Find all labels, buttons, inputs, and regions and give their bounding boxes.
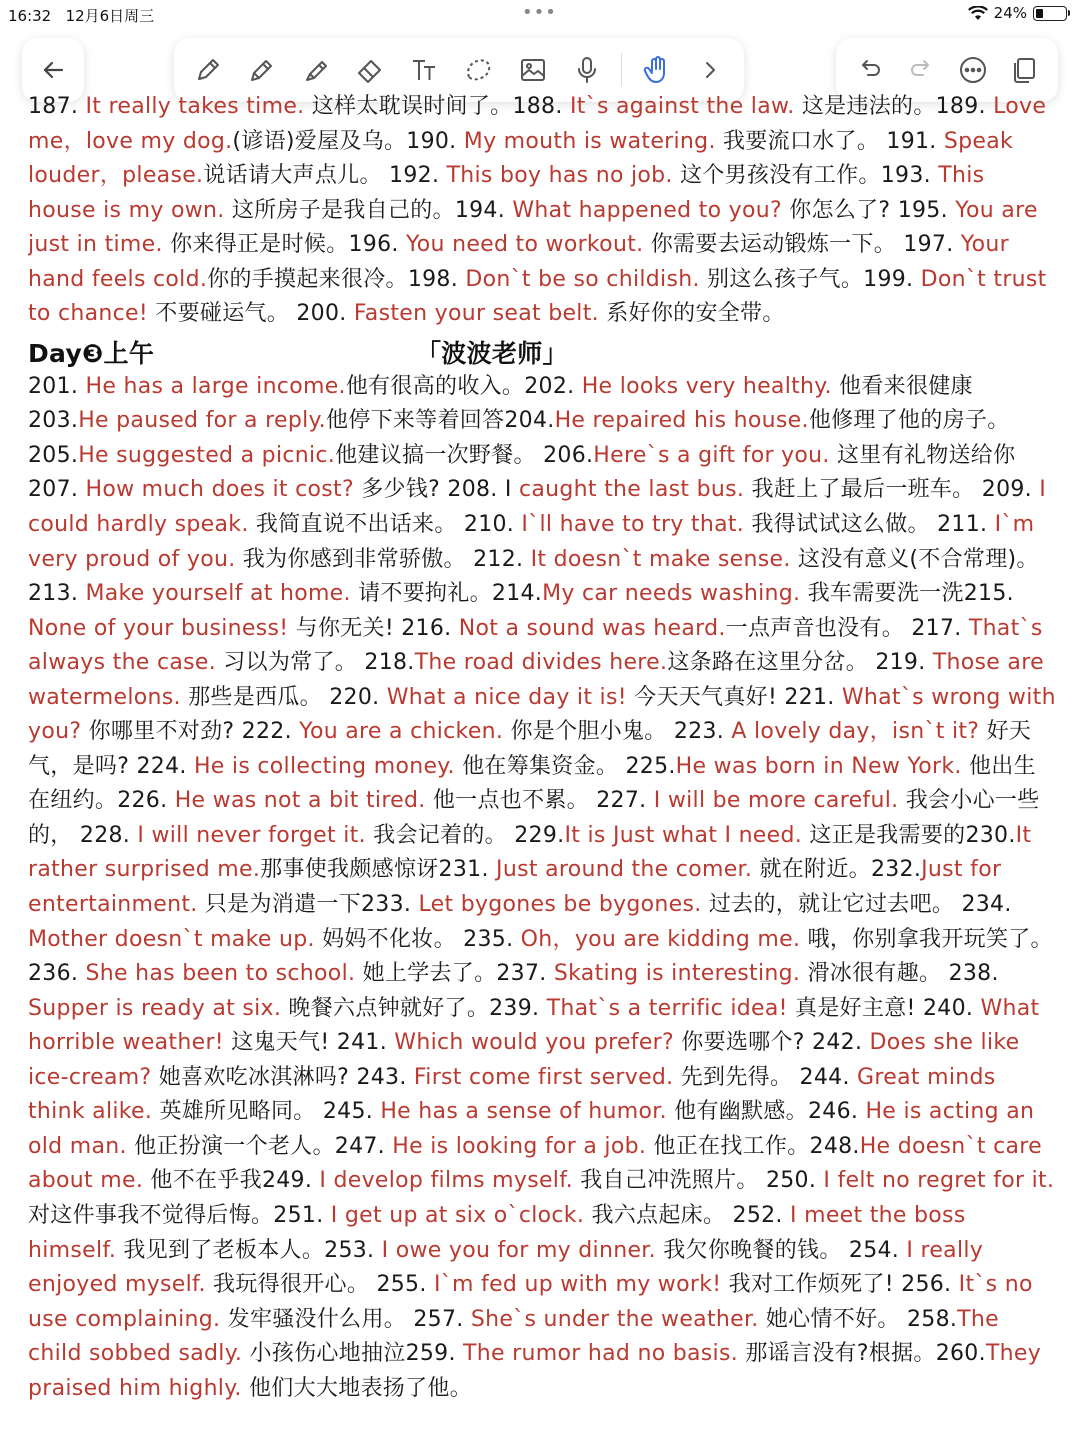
english-phrase: Here`s a gift for you. (593, 442, 830, 468)
chinese-text: 小孩伤心地抽泣259. (242, 1341, 464, 1367)
chinese-text: 你要选哪个? 242. (673, 1030, 870, 1056)
chinese-text: 205. (28, 442, 79, 468)
english-phrase: He is acting an old man. (28, 1099, 1035, 1159)
text-tool-icon[interactable] (404, 50, 444, 90)
chinese-text: 人。247. (290, 1133, 393, 1159)
english-phrase: Mother doesn`t make up. (28, 926, 315, 952)
english-phrase: I`m very proud of you. (28, 512, 1035, 572)
note-content[interactable] (28, 90, 1058, 1435)
phrases-paragraph-187-200 (28, 90, 1058, 332)
english-phrase: caught the last bus. (518, 477, 745, 503)
chinese-text: 好天气，是吗? 224. (28, 719, 1032, 779)
redo-icon[interactable] (901, 50, 941, 90)
english-phrase: She has been to school. (85, 961, 356, 987)
chinese-text: 这鬼天气! 241. (223, 1030, 395, 1056)
chinese-text: (谚语)爱屋及乌。190. (232, 128, 464, 154)
english-phrase: This boy has no job. (446, 163, 673, 189)
english-phrase: It really takes time. (85, 94, 305, 119)
english-phrase: Love me，love my dog. (28, 94, 1047, 154)
english-phrase: will be more careful. (667, 788, 899, 814)
back-arrow-icon (33, 50, 73, 90)
english-phrase: He (675, 753, 714, 779)
pen-icon[interactable] (188, 50, 228, 90)
chinese-text: 201. (28, 373, 86, 399)
chinese-text: 187. (28, 94, 86, 119)
english-phrase: He has a sense of humor. (380, 1099, 667, 1125)
chinese-text: 你怎么了? 195. (781, 197, 956, 223)
chinese-text: 她心情不好。 258. (758, 1306, 958, 1332)
english-phrase: I could hardly speak. (28, 477, 1047, 538)
wifi-icon (968, 6, 988, 21)
chinese-text: 他有幽默感。246. (666, 1099, 866, 1125)
english-phrase: He doesn`t care about me. (28, 1133, 1042, 1194)
chinese-text: 他在筹集资金。 225. (454, 753, 676, 779)
english-phrase: She`s under the weather. (470, 1306, 759, 1332)
chinese-text: 发牢骚没什么用。 257. (227, 1306, 471, 1332)
chinese-text: 我车需 (800, 581, 875, 607)
chinese-text: 他们大大地表扬了他。 (241, 1375, 472, 1401)
english-phrase: I get up at six o`clock. (330, 1202, 585, 1228)
chinese-text: 我要流口水了。 191. (715, 128, 944, 154)
chinese-text: 不要碰运气。 200. (148, 301, 354, 327)
chinese-text: 我对工作烦死了! 256. (721, 1272, 959, 1298)
english-phrase: He looks very healthy. (581, 373, 832, 399)
battery-cap (1068, 10, 1070, 16)
english-phrase: It`s no use complaining. (28, 1272, 1033, 1332)
chinese-text: 209. (981, 477, 1040, 503)
english-phrase: They praised (28, 1341, 1042, 1401)
chinese-text: 说话请大声点儿。 192. (203, 163, 447, 189)
english-phrase: He is collecting money. (193, 753, 455, 779)
english-phrase: was born in New York. (713, 753, 962, 779)
chinese-text: 我六点起床。 252. (584, 1202, 791, 1228)
chinese-text: 他正扮演一个老 (126, 1133, 291, 1159)
chinese-text: 我简直说不出话来。 210. (248, 512, 522, 538)
english-phrase: I meet the boss himself. (28, 1202, 966, 1263)
phrases-paragraph-201-260 (28, 370, 1058, 1406)
chinese-text: 多少钱? 208. I (353, 477, 519, 503)
chinese-text: 我得试试这么做。 (744, 512, 938, 538)
undo-icon[interactable] (850, 50, 890, 90)
chinese-text: 我为你感到非常骄傲。 212. (235, 546, 531, 572)
english-phrase: What`s wrong with you? (28, 684, 1056, 745)
chinese-text: 滑冰很有趣。 238. (800, 961, 999, 987)
chinese-text: 我会小心一些的， 228. (28, 788, 1040, 848)
chinese-text: 学去了。237. (407, 961, 554, 987)
english-phrase: Don`t be so childish. (465, 266, 700, 292)
english-phrase: Skating is interesting. (553, 961, 801, 987)
english-phrase: bygones be bygones. (460, 892, 702, 918)
english-phrase: How much does it cost? (85, 477, 354, 503)
english-phrase: I owe you for my dinner. (381, 1237, 656, 1263)
english-phrase: First come first served. (413, 1064, 674, 1090)
english-phrase: He suggested a picnic. (78, 442, 336, 468)
chinese-text: 我会记着的。 229. (365, 822, 565, 848)
multitasking-dots-icon[interactable]: ••• (522, 2, 557, 23)
more-icon[interactable] (953, 50, 993, 90)
chinese-text: 得后悔。251. (184, 1202, 331, 1228)
chinese-text: 他出生在纽约。226. (28, 753, 1036, 814)
microphone-icon[interactable] (567, 50, 607, 90)
status-bar (0, 0, 1080, 28)
chinese-text: 他正在找工作。248. (646, 1133, 860, 1159)
battery-percent: 24% (993, 4, 1027, 22)
english-phrase: What horrible weather! (28, 995, 1040, 1056)
lasso-icon[interactable] (458, 50, 498, 90)
chinese-text: 英雄所见略同。 (152, 1099, 323, 1125)
chinese-text: 哦，你别拿我开玩笑了。 236. (28, 926, 1053, 987)
english-phrase: He is looking for a job. (392, 1133, 647, 1159)
chinese-text: 他建议搞一次野餐。 206. (335, 442, 594, 468)
english-phrase: Which would you prefer? (394, 1030, 674, 1056)
chinese-text: 只是为消遣一下233. (197, 892, 419, 918)
chinese-text: 真是好主意! 240. (787, 995, 981, 1021)
chinese-text: 系好你的安全带。 (598, 301, 785, 327)
chinese-text: 老板本人。253. (212, 1237, 382, 1263)
english-phrase: It`s against the law. (569, 94, 795, 119)
english-phrase: Fasten your seat belt. (353, 301, 599, 327)
chinese-text: 那谣言没有?根据。260. (738, 1341, 986, 1367)
chinese-text: 她喜欢吃冰淇淋吗? (151, 1064, 357, 1090)
english-phrase: This house is my own. (28, 163, 985, 223)
english-phrase: My mouth is watering. (463, 128, 716, 154)
status-time: 16:32 12月6日周三 (8, 7, 155, 25)
english-phrase: Don`t trust to chance! (28, 266, 1047, 327)
chinese-text: 今天天气真好! (626, 684, 785, 710)
chinese-text: 211. (937, 512, 995, 538)
english-phrase: It rather surprised me. (28, 822, 1032, 883)
chinese-text: 过去的，就让它过去吧。 234. (701, 892, 1012, 918)
chinese-text: 207. (28, 477, 86, 503)
chinese-text: 你来得正是时候。196. (162, 232, 406, 258)
chinese-text: 别这么孩子气。199. (699, 266, 921, 292)
english-phrase: him highly. (118, 1375, 242, 1401)
chinese-text: 243. (356, 1064, 414, 1090)
english-phrase: I really enjoyed myself. (28, 1237, 984, 1298)
highlighter-icon[interactable] (296, 50, 336, 90)
english-phrase: Those are watermelons. (28, 650, 1044, 710)
chinese-text: 先到先得。 244. (673, 1064, 858, 1090)
chinese-text: 我见到了 (116, 1237, 213, 1263)
english-phrase: Speak louder，please. (28, 128, 1014, 189)
chinese-text: 有。 217. (859, 615, 969, 641)
day-heading: Day❸上午 (28, 338, 155, 368)
chinese-text: 就好了。239. (399, 995, 547, 1021)
english-phrase: I`m fed up with my work! (433, 1272, 722, 1298)
battery-icon (1033, 6, 1067, 21)
english-phrase: I develop films myself. (319, 1168, 573, 1194)
english-phrase: Oh，you are kidding me. (520, 926, 801, 952)
chinese-text: 他不在乎 (143, 1168, 240, 1194)
chinese-text: 这样太耽误时间了。188. (304, 94, 570, 119)
chinese-text (220, 1307, 227, 1332)
english-phrase: That`s a terrific idea! (546, 995, 788, 1021)
english-phrase: I`ll have to try that. (521, 512, 745, 538)
english-phrase: Just (496, 857, 546, 883)
chinese-text: 你是个胆小鬼。 223. (503, 719, 732, 745)
english-phrase: What a nice day it is! (386, 684, 627, 710)
chinese-text: 那些是西瓜。 220. (180, 684, 387, 710)
english-phrase: Great minds think alike. (28, 1064, 996, 1125)
chinese-text: 我赶上了最后一班车。 (744, 477, 982, 503)
english-phrase: Just what I need. (612, 822, 803, 848)
english-phrase: Your hand feels cold. (28, 232, 1009, 292)
chinese-text: 235. (463, 926, 521, 952)
english-phrase: He has a large income. (85, 373, 346, 399)
chinese-text: 晚餐六点钟 (281, 995, 400, 1021)
chinese-text: 他修理了他的房子。 (808, 408, 1010, 434)
english-phrase: Does she like ice-cream? (28, 1030, 1020, 1090)
chinese-text: 这正是我需要的230. (802, 822, 1016, 848)
chinese-text: 221. (784, 684, 842, 710)
english-phrase: Not a sound was heard. (458, 615, 726, 641)
english-phrase: Let (418, 892, 461, 918)
chinese-text: 你需要去运动锻炼一下。 (643, 232, 904, 258)
english-phrase: He paused for a reply. (78, 408, 326, 434)
chinese-text: 这所房子是我自己的。194. (224, 197, 513, 223)
chinese-text: 他一点也不累。 227. (425, 788, 654, 814)
chinese-text: 197. (903, 232, 961, 258)
chevron-right-icon[interactable] (690, 50, 730, 90)
status-right (968, 4, 1070, 22)
chinese-text: 这是违法的。189. (794, 94, 994, 119)
english-phrase: The road divides here. (414, 650, 668, 676)
chinese-text: 245. (322, 1099, 381, 1125)
chinese-text: 我欠你晚餐的钱。 254. (655, 1237, 907, 1263)
chinese-text: 一点声音也没 (725, 615, 860, 641)
chinese-text: 玩得很开心。 255. (235, 1272, 434, 1298)
english-phrase: around the comer. (545, 857, 753, 883)
english-phrase: That`s always the case. (28, 615, 1043, 676)
chinese-text: 请不要拘礼。214. (350, 581, 543, 607)
chinese-text: 这没有意义 (790, 546, 910, 572)
chinese-text: 习以为常了。 218. (216, 650, 415, 676)
chinese-text: 岔。 219. (823, 650, 933, 676)
english-phrase: You are just in time. (28, 197, 1038, 258)
english-phrase: It doesn`t make sense. (530, 546, 791, 572)
teacher-heading: 「波波老师」 (416, 338, 568, 368)
english-phrase: I will never forget it. (137, 822, 366, 848)
english-phrase: I felt no regret for it. (823, 1168, 1055, 1194)
pencil-icon[interactable] (242, 50, 282, 90)
section-heading (28, 332, 1058, 370)
chinese-text: (不合常理)。 213. (28, 546, 1039, 607)
english-phrase: Supper is ready at six. (28, 995, 282, 1021)
chinese-text: 我249. (239, 1168, 320, 1194)
chinese-text: 这个男孩没有工作。193. (672, 163, 939, 189)
english-phrase: He was not a bit tired. (174, 788, 426, 814)
chinese-text: 你的手摸起来很冷。198. (207, 266, 466, 292)
chinese-text: 他看来很健康 (831, 373, 973, 399)
toolbar-separator (621, 53, 622, 87)
pages-icon[interactable] (1004, 50, 1044, 90)
eraser-icon[interactable] (350, 50, 390, 90)
chinese-text: 他有很高的收入。202. (345, 373, 582, 399)
english-phrase: It is (564, 822, 613, 848)
english-phrase: The child sobbed (28, 1306, 999, 1367)
english-phrase: None of your business! (28, 615, 289, 641)
chinese-text: 203. (28, 408, 79, 434)
chinese-text: 你哪里不对劲? 222. (81, 719, 300, 745)
english-phrase: sadly. (178, 1341, 243, 1367)
chinese-text: 她上 (355, 961, 408, 987)
chinese-text: 对这件事我不觉 (28, 1202, 185, 1228)
chinese-text: 我自己冲洗照片。 250. (572, 1168, 824, 1194)
english-phrase: I (653, 788, 668, 814)
chinese-text: 我 (205, 1272, 236, 1298)
english-phrase: Just for entertainment. (28, 857, 1002, 918)
english-phrase: What happened to you? (512, 197, 782, 223)
english-phrase: My car needs washing. (542, 581, 801, 607)
image-icon[interactable] (513, 50, 553, 90)
chinese-text: 这里有礼物送给你 (829, 442, 1016, 468)
chinese-text: 就在附近。232. (752, 857, 922, 883)
chinese-text: 妈妈不化妆。 (314, 926, 464, 952)
english-phrase: The rumor had no basis. (463, 1341, 739, 1367)
english-phrase: He repaired his house. (554, 408, 809, 434)
chinese-text: 这条路在这里分 (667, 650, 824, 676)
english-phrase: You need to workout. (405, 232, 644, 258)
touch-hand-icon[interactable] (636, 50, 676, 90)
english-phrase: You are a chicken. (299, 719, 504, 745)
english-phrase: Make yourself at home. (85, 581, 351, 607)
chinese-text: 与你无关! 216. (288, 615, 459, 641)
english-phrase: A lovely day，isn`t it? (731, 719, 980, 745)
chinese-text: 那事使我颇感惊讶231. (260, 857, 497, 883)
chinese-text: 他停下来等着回答204. (325, 408, 555, 434)
chinese-text: 要洗一洗215. (874, 581, 1014, 607)
